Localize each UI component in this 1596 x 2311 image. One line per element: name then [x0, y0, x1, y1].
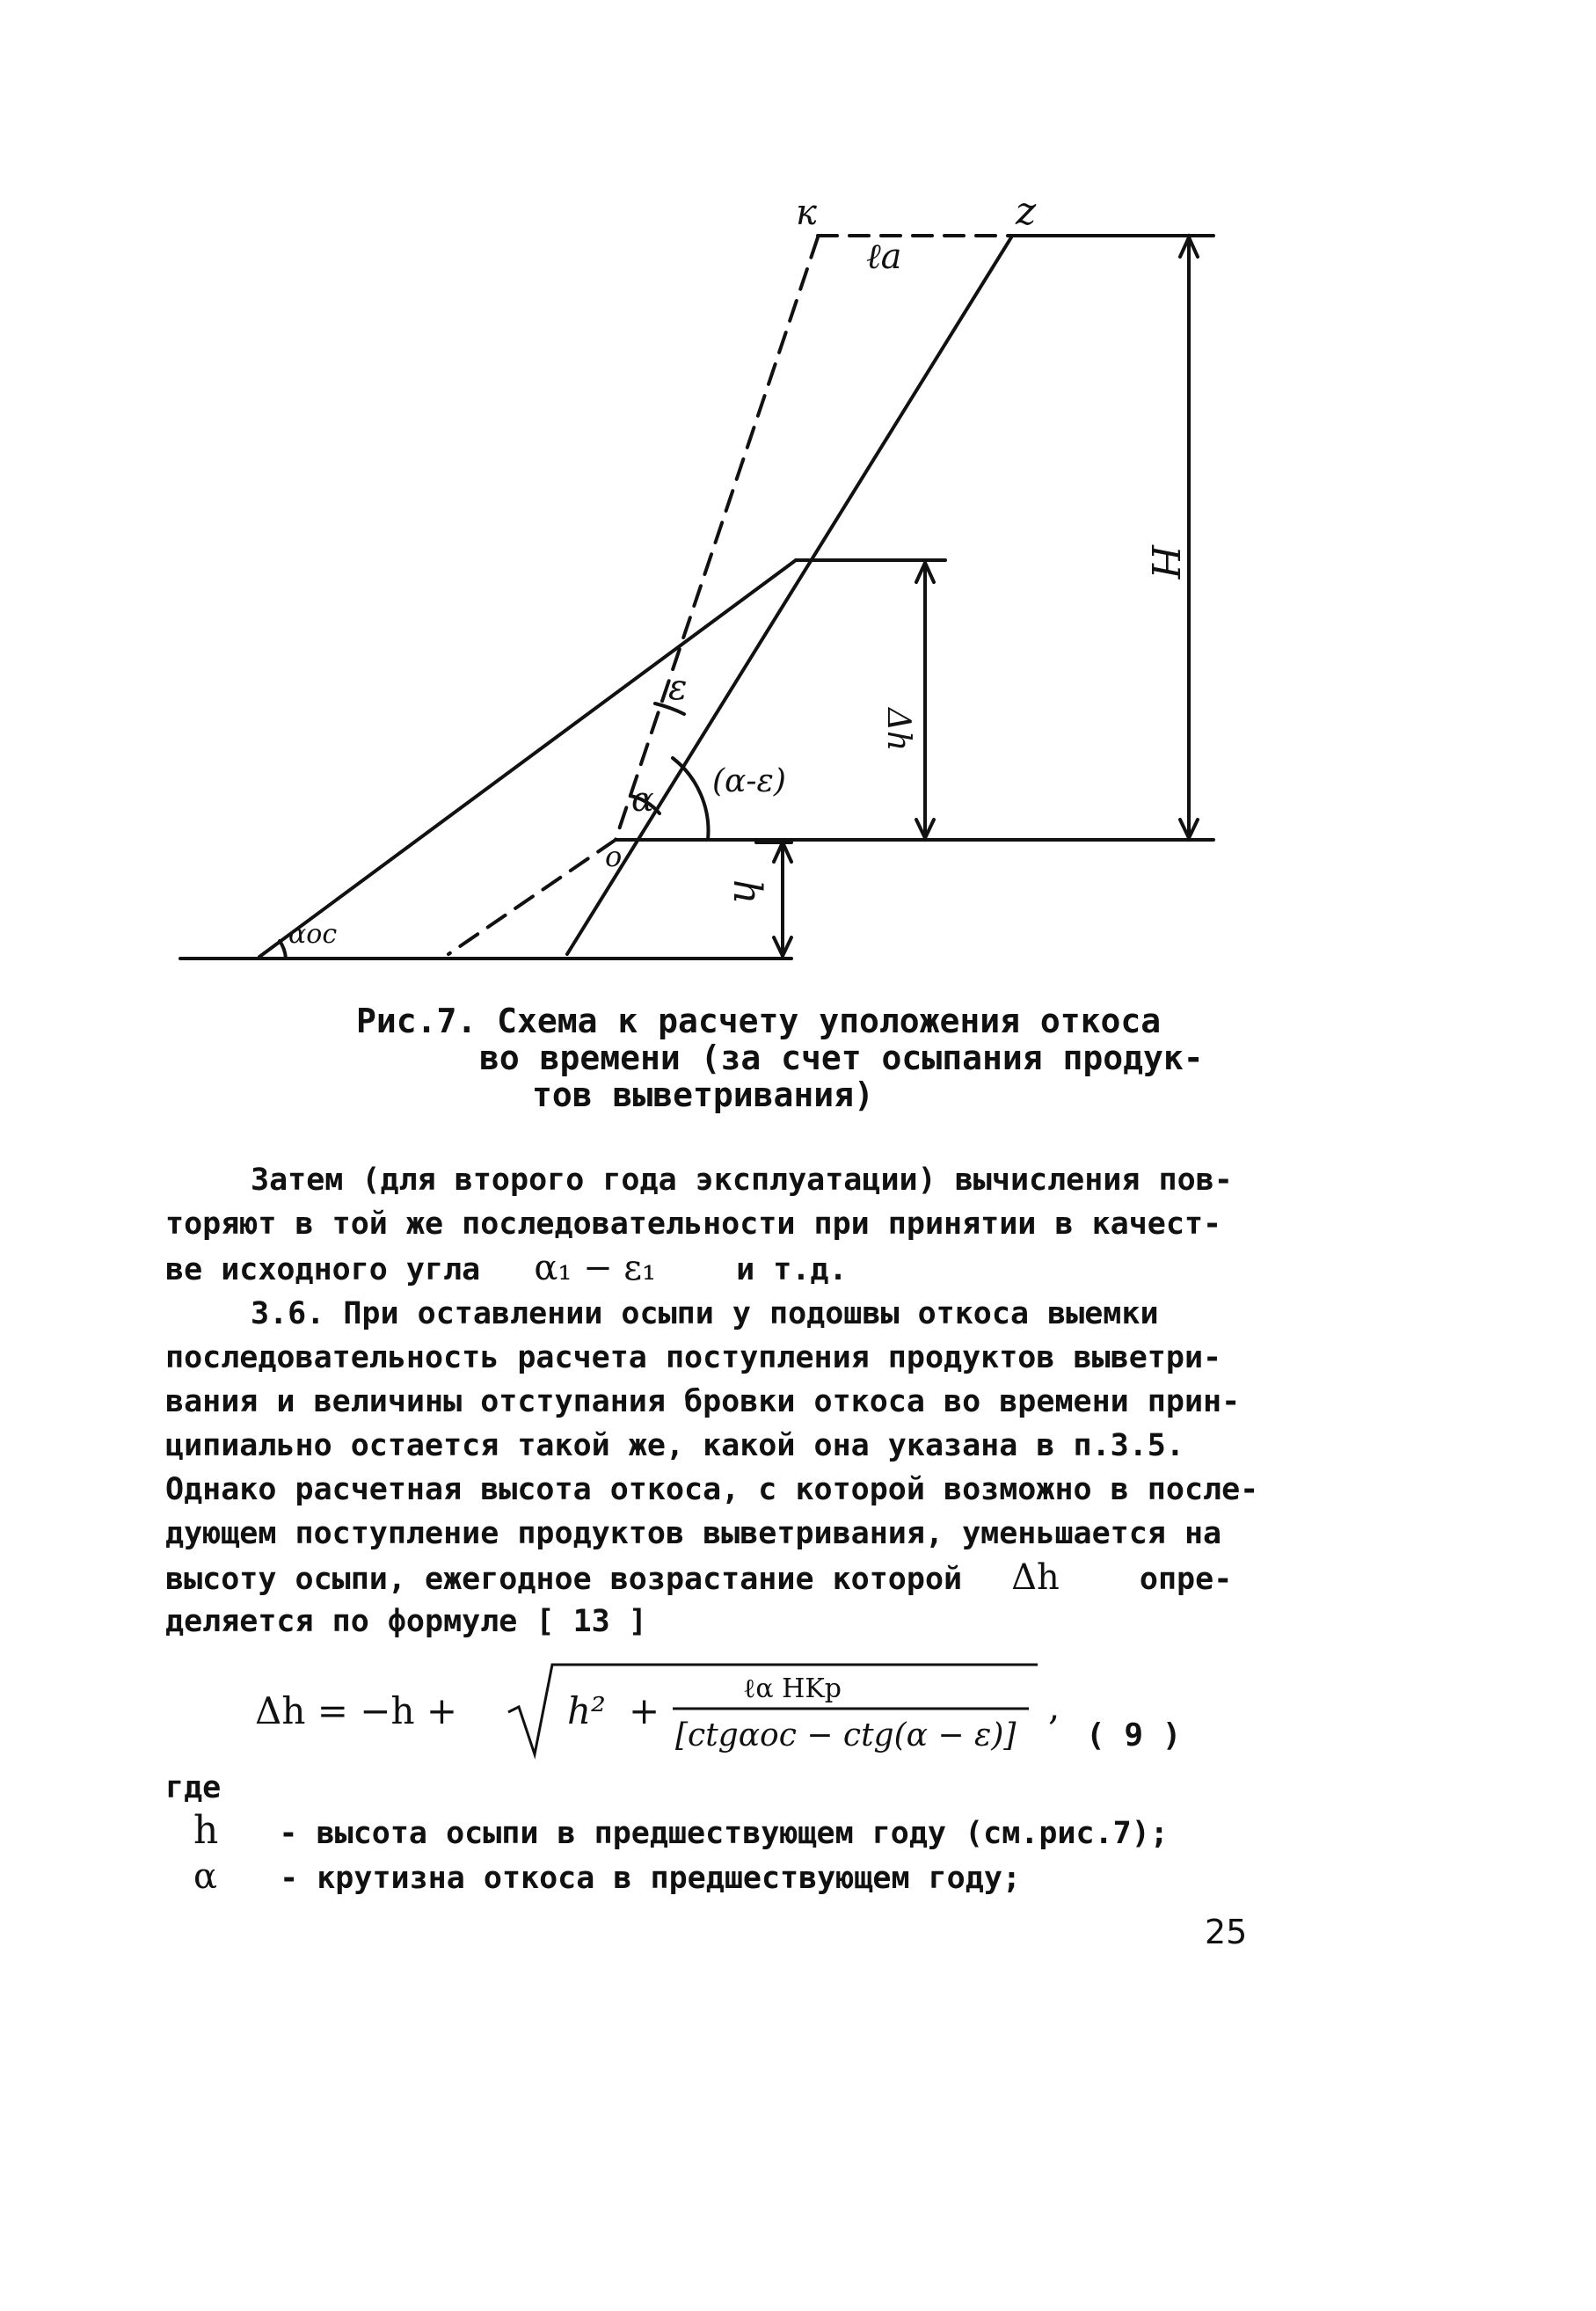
formula-svg — [255, 1658, 1222, 1772]
paragraph2-line7-end: опре- — [1139, 1562, 1233, 1597]
paragraph2-line4: ципиально остается такой же, какой она указана в п.3.5. — [165, 1428, 1184, 1463]
paragraph2-line8: деляется по формуле [ 13 ] — [165, 1604, 647, 1639]
page-number: 25 — [1205, 1913, 1248, 1951]
label-o: o — [605, 840, 623, 873]
where-item-1-text: - высота осыпи в предшествующем году (см.рис.7); — [279, 1816, 1169, 1851]
label-la: ℓa — [866, 237, 902, 277]
caption-line-2: во времени (за счет осыпания продук- — [479, 1039, 1204, 1077]
paragraph1-line3-end: и т.д. — [736, 1252, 848, 1287]
paragraph2-line6: дующем поступление продуктов выветривания, уменьшается на — [165, 1516, 1222, 1551]
slope-line — [567, 237, 1011, 954]
where-item-2-text: - крутизна откоса в предшествующем году; — [280, 1861, 1021, 1896]
formula-denominator: [ctgαoc − ctg(α − ε)] — [675, 1717, 1017, 1753]
dashed-lower-line — [448, 840, 616, 954]
paragraph2-line1: 3.6. При оставлении осыпи у подошвы откоса выемки — [251, 1296, 1159, 1331]
formula-numerator: ℓα HKp — [743, 1673, 842, 1704]
alpha-minus-eps-arc — [673, 758, 708, 840]
where-item-2-sym: α — [193, 1856, 218, 1897]
label-k: к — [796, 193, 817, 233]
paragraph2-line5: Однако расчетная высота откоса, с которой возможно в после- — [165, 1472, 1259, 1507]
talus-line — [259, 560, 796, 957]
formula-9 — [255, 1658, 1222, 1763]
paragraph1-line3-formula: α₁ − ε₁ — [534, 1248, 657, 1288]
slope-diagram — [0, 0, 1596, 994]
dashed-slope-line — [616, 237, 818, 840]
paragraph2-line3: вания и величины отступания бровки откоса во времени прин- — [165, 1384, 1241, 1419]
paragraph2-line7-sym: Δh — [1011, 1557, 1060, 1598]
paragraph1-line1: Затем (для второго года эксплуатации) вычисления пов- — [251, 1163, 1233, 1198]
paragraph1-line3 — [165, 1250, 848, 1287]
paragraph2-line7-text: высоту осыпи, ежегодное возрастание которой — [165, 1562, 963, 1597]
where-label: где — [165, 1770, 222, 1805]
label-alpha-oc: αoc — [288, 919, 338, 950]
paragraph1-line2: торяют в той же последовательности при принятии в качест- — [165, 1207, 1222, 1242]
caption-line-1: Рис.7. Схема к расчету уположения откоса — [356, 1002, 1162, 1040]
paragraph2-line2: последовательность расчета поступления продуктов выветри- — [165, 1340, 1222, 1375]
label-H: H — [1142, 545, 1187, 580]
paragraph2-line7 — [165, 1557, 1233, 1598]
label-z: z — [1016, 189, 1037, 234]
formula-h2: h² — [567, 1689, 606, 1732]
label-dh: Δh — [880, 708, 916, 752]
where-item-1 — [193, 1808, 1169, 1853]
alpha-oc-arc — [280, 941, 286, 959]
label-epsilon: ε — [668, 667, 688, 708]
label-alpha: α — [631, 780, 654, 819]
formula-plus: + — [629, 1689, 660, 1732]
caption-line-3: тов выветривания) — [532, 1075, 874, 1114]
label-h: h — [725, 879, 769, 905]
where-item-2 — [193, 1856, 1021, 1897]
label-alpha-minus-eps: (α-ε) — [712, 763, 786, 799]
where-item-1-sym: h — [193, 1808, 219, 1853]
paragraph1-line3-text: ве исходного угла — [165, 1252, 481, 1287]
formula-comma: , — [1048, 1685, 1060, 1728]
formula-number: ( 9 ) — [1086, 1717, 1182, 1753]
formula-lhs: Δh = −h + — [255, 1689, 458, 1732]
